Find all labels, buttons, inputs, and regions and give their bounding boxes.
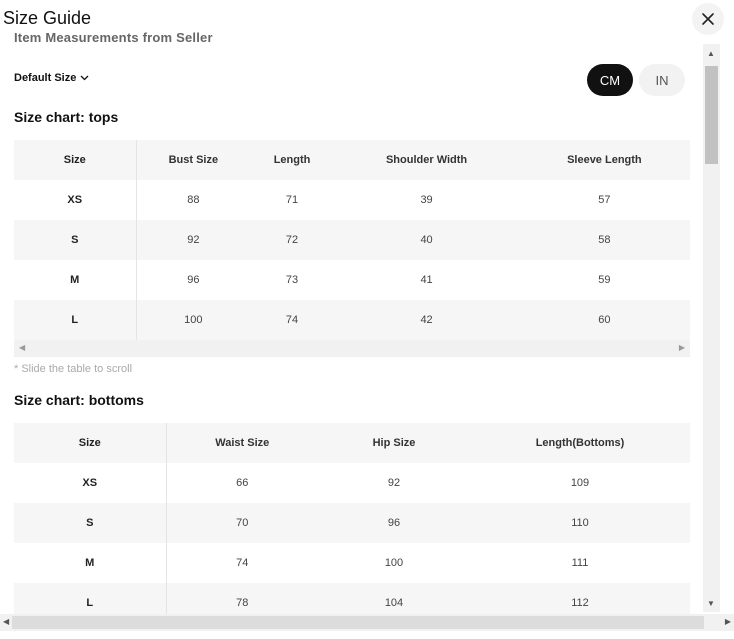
scroll-left-arrow-icon[interactable]: ◀ — [3, 617, 10, 626]
table-cell: 74 — [236, 557, 249, 569]
tops-section-title: Size chart: tops — [14, 109, 119, 125]
column-header: Size — [14, 140, 136, 180]
size-cell: M — [14, 260, 136, 300]
vertical-scroll-thumb[interactable] — [705, 66, 718, 164]
column-header: Hip Size — [318, 423, 470, 463]
table-cell: 100 — [136, 300, 250, 340]
column-header: Sleeve Length — [519, 140, 689, 180]
scroll-up-arrow-icon[interactable]: ▲ — [707, 49, 715, 58]
bottoms-section-title: Size chart: bottoms — [14, 392, 144, 408]
scroll-down-arrow-icon[interactable]: ▼ — [707, 599, 715, 608]
size-cell: S — [14, 503, 166, 543]
table-cell: 71 — [285, 194, 299, 206]
dialog-title: Size Guide — [3, 8, 92, 28]
column-header: Shoulder Width — [334, 140, 519, 180]
table-cell: 59 — [598, 274, 611, 286]
scroll-left-arrow-icon[interactable]: ◀ — [19, 343, 26, 352]
unit-toggle — [587, 64, 685, 96]
size-cell: XS — [14, 180, 136, 220]
table-header-row — [14, 140, 690, 180]
close-icon — [701, 12, 715, 26]
table-cell: 72 — [250, 220, 334, 260]
table-cell: 42 — [334, 300, 519, 340]
scroll-right-arrow-icon[interactable]: ▶ — [678, 343, 685, 352]
table-cell: 73 — [285, 274, 299, 286]
unit-in-button[interactable]: IN — [639, 64, 685, 96]
table-row — [14, 300, 690, 340]
size-guide-content — [0, 30, 703, 616]
size-cell: XS — [14, 463, 166, 503]
tops-table-scrollbar[interactable] — [14, 340, 690, 357]
table-cell: 104 — [318, 583, 470, 623]
table-row — [14, 463, 690, 503]
scroll-right-arrow-icon[interactable]: ▶ — [724, 617, 731, 626]
table-cell: 100 — [384, 557, 404, 569]
table-cell: 41 — [420, 274, 433, 286]
table-row — [14, 220, 690, 260]
horizontal-scroll-thumb[interactable] — [12, 616, 704, 629]
table-cell: 60 — [519, 300, 689, 340]
table-cell: 111 — [571, 557, 589, 569]
unit-cm-button[interactable]: CM — [587, 64, 633, 96]
table-row — [14, 543, 690, 583]
close-button[interactable] — [692, 3, 724, 35]
tops-size-table — [14, 140, 690, 340]
table-cell: 70 — [166, 503, 318, 543]
table-cell: 39 — [420, 194, 433, 206]
table-cell: 96 — [187, 274, 200, 286]
table-row — [14, 503, 690, 543]
page-horizontal-scrollbar[interactable] — [0, 614, 734, 631]
default-size-label: Default Size — [14, 72, 77, 84]
table-row — [14, 260, 690, 300]
content-vertical-scrollbar[interactable] — [703, 44, 720, 612]
size-cell: M — [14, 543, 166, 583]
table-cell: 66 — [236, 477, 249, 489]
size-cell: L — [14, 583, 166, 623]
table-cell: 58 — [519, 220, 689, 260]
default-size-dropdown[interactable] — [14, 72, 89, 84]
column-header: Waist Size — [166, 423, 318, 463]
column-header: Length(Bottoms) — [470, 423, 690, 463]
table-cell: 88 — [187, 194, 200, 206]
table-cell: 112 — [470, 583, 690, 623]
table-header-row — [14, 423, 690, 463]
size-cell: S — [14, 220, 136, 260]
table-cell: 40 — [334, 220, 519, 260]
scroll-hint: * Slide the table to scroll — [14, 363, 133, 375]
table-cell: 92 — [136, 220, 250, 260]
chevron-down-icon — [80, 75, 89, 81]
bottoms-size-table — [14, 423, 690, 623]
table-cell: 92 — [387, 477, 401, 489]
column-header: Size — [14, 423, 166, 463]
table-row — [14, 180, 690, 220]
measurement-note: Item Measurements from Seller — [14, 30, 213, 45]
table-cell: 74 — [250, 300, 334, 340]
table-cell: 110 — [470, 503, 690, 543]
table-cell: 96 — [318, 503, 470, 543]
table-cell: 57 — [598, 194, 611, 206]
table-cell: 109 — [570, 477, 590, 489]
column-header: Bust Size — [136, 140, 250, 180]
table-cell: 78 — [166, 583, 318, 623]
size-cell: L — [14, 300, 136, 340]
column-header: Length — [250, 140, 334, 180]
